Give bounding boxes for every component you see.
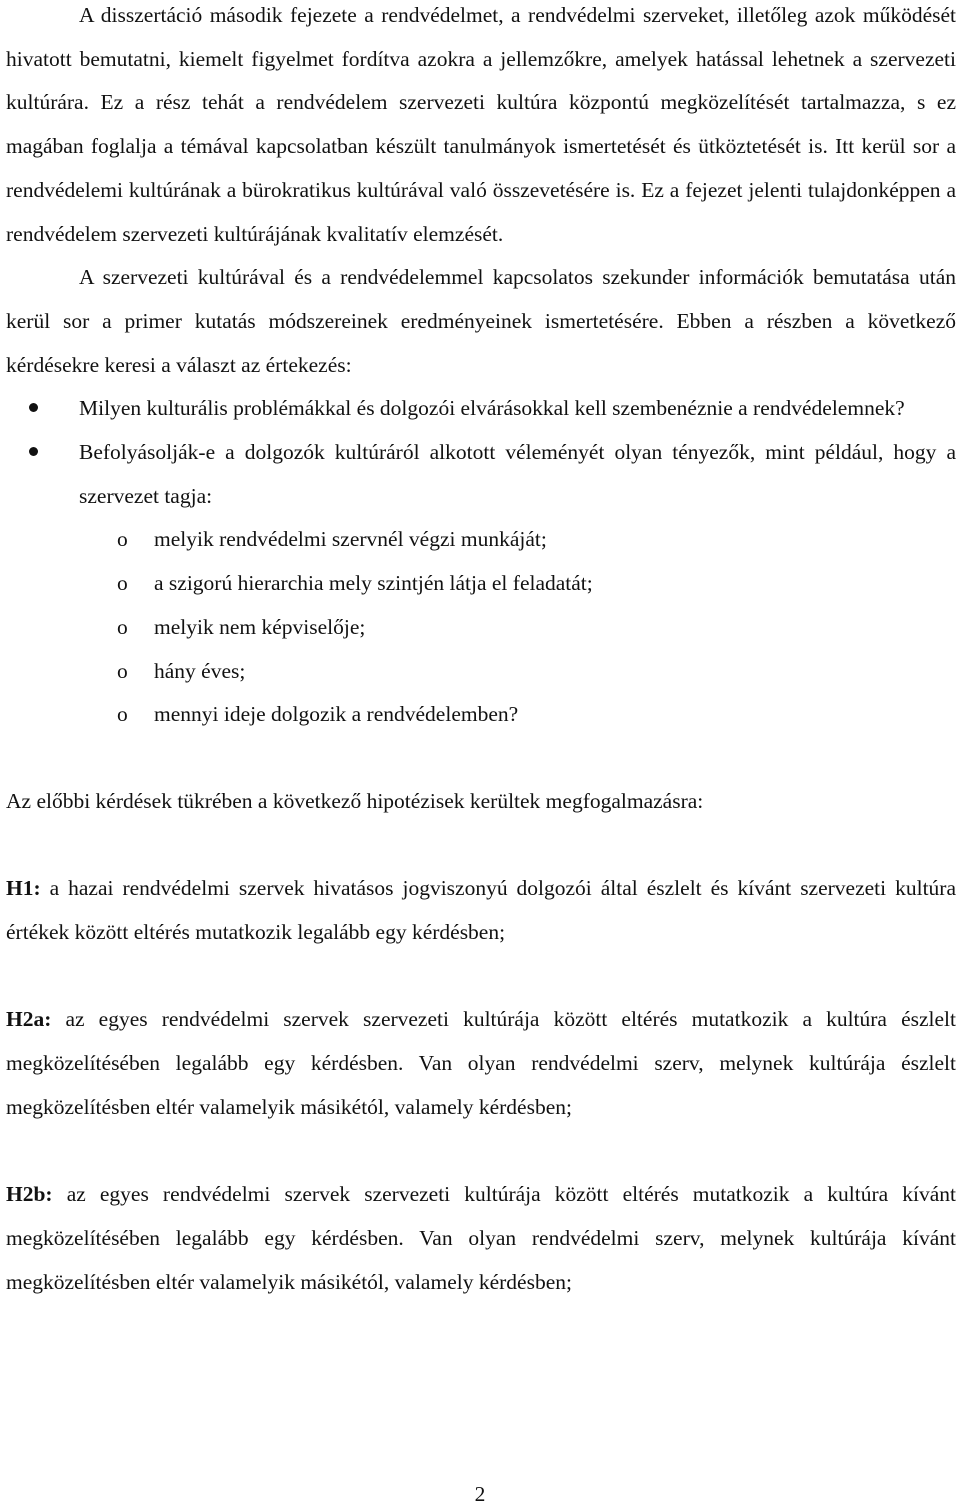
hypothesis-label: H2a:	[6, 1007, 52, 1032]
hypothesis-label: H2b:	[6, 1182, 53, 1207]
factor-text: melyik nem képviselője;	[154, 614, 366, 639]
factor-text: hány éves;	[154, 658, 246, 683]
factor-item	[6, 606, 956, 650]
circle-marker-icon: o	[117, 658, 128, 683]
hypothesis-h1	[6, 867, 956, 954]
question-text: Milyen kulturális problémákkal és dolgozói elvárásokkal kell szembenéznie a rendvédelemnek?	[79, 396, 905, 421]
hypothesis-label: H1:	[6, 876, 41, 901]
circle-marker-icon: o	[117, 571, 128, 596]
hypothesis-text: az egyes rendvédelmi szervek szervezeti kultúrája között eltérés mutatkozik a kultúra kívánt megközelítésében legalább egy kérdésben. Van olyan rendvédelmi szerv, melynek kultúrája kívánt megközelítésben eltér valamelyik másikétól, valamely kérdésben;	[6, 1182, 956, 1294]
hypothesis-text: az egyes rendvédelmi szervek szervezeti kultúrája között eltérés mutatkozik a kultúra észlelt megközelítésében legalább egy kérdésben. Van olyan rendvédelmi szerv, melynek kultúrája észlelt megközelítésben eltér valamelyik másikétól, valamely kérdésben;	[6, 1007, 956, 1119]
circle-marker-icon: o	[117, 527, 128, 552]
page-number: 2	[474, 1482, 486, 1506]
document-page	[6, 0, 956, 1304]
question-item-1	[6, 387, 956, 431]
factor-text: melyik rendvédelmi szervnél végzi munkáját;	[154, 527, 547, 552]
factor-list	[6, 518, 956, 737]
question-item-2	[6, 431, 956, 518]
circle-marker-icon: o	[117, 702, 128, 727]
hypotheses-intro: Az előbbi kérdések tükrében a következő hipotézisek kerültek megfogalmazásra:	[6, 788, 704, 813]
factor-text: mennyi ideje dolgozik a rendvédelemben?	[154, 702, 519, 727]
question-text: Befolyásolják-e a dolgozók kultúráról alkotott véleményét olyan tényezők, mint például, hogy a szervezet tagja:	[79, 440, 956, 508]
factor-item	[6, 693, 956, 737]
paragraph-research-questions: A szervezeti kultúrával és a rendvédelemmel kapcsolatos szekunder információk bemutatása után kerül sor a primer kutatás módszereinek eredményeinek ismertetésére. Ebben a részben a következő kérdésekre keresi a választ az értekezés:	[6, 265, 956, 377]
question-list	[6, 387, 956, 518]
factor-item	[6, 518, 956, 562]
bullet-dot-icon	[29, 447, 38, 456]
paragraph-chapter-two: A disszertáció második fejezete a rendvédelmet, a rendvédelmi szerveket, illetőleg azok működését hivatott bemutatni, kiemelt figyelmet fordítva azokra a jellemzőkre, amelyek hatással lehetnek a szervezeti kultúrára. Ez a rész tehát a rendvédelem szervezeti kultúra központú megközelítését tartalmazza, s ez magában foglalja a témával kapcsolatban készült tanulmányok ismertetését és ütköztetését is. Itt kerül sor a rendvédelemi kultúrának a bürokratikus kultúrával való összevetésére is. Ez a fejezet jelenti tulajdonképpen a rendvédelem szervezeti kultúrájának kvalitatív elemzését.	[6, 3, 956, 246]
circle-marker-icon: o	[117, 614, 128, 639]
hypothesis-text: a hazai rendvédelmi szervek hivatásos jogviszonyú dolgozói által észlelt és kívánt szervezeti kultúra értékek között eltérés mutatkozik legalább egy kérdésben;	[6, 876, 956, 945]
factor-item	[6, 650, 956, 694]
bullet-dot-icon	[29, 403, 38, 412]
factor-item	[6, 562, 956, 606]
hypothesis-h2a	[6, 998, 956, 1129]
factor-text: a szigorú hierarchia mely szintjén látja el feladatát;	[154, 571, 593, 596]
hypothesis-h2b	[6, 1173, 956, 1304]
